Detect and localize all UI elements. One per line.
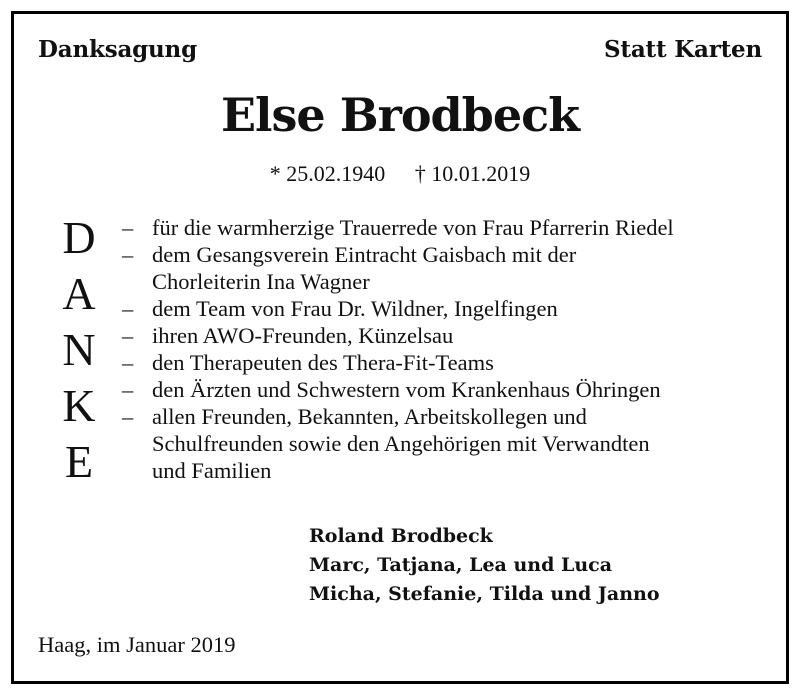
birth-date: * 25.02.1940 <box>269 161 386 186</box>
thanks-line: den Ärzten und Schwestern vom Krankenhaus Öhringen <box>152 377 661 402</box>
deceased-name: Else Brodbeck <box>221 88 579 142</box>
thanks-line: für die warmherzige Trauerrede von Frau Pfarrerin Riedel <box>152 215 674 240</box>
danke-letter: A <box>62 268 96 319</box>
dash-bullet: – <box>122 377 134 402</box>
life-dates <box>14 161 786 187</box>
thanks-item <box>122 214 782 241</box>
dash-bullet: – <box>122 404 134 429</box>
signer-line: Micha, Stefanie, Tilda und Janno <box>309 583 660 605</box>
thanks-line: Schulfreunden sowie den Angehörigen mit Verwandten <box>152 431 650 456</box>
thanks-item <box>122 295 782 322</box>
danke-letter: N <box>62 324 96 375</box>
place-and-date: Haag, im Januar 2019 <box>38 632 236 657</box>
header-right-label: Statt Karten <box>604 36 762 63</box>
thanks-item <box>122 376 782 403</box>
signer-line: Marc, Tatjana, Lea und Luca <box>309 554 613 576</box>
thanks-item <box>122 241 782 295</box>
signers-block <box>309 522 660 609</box>
dash-bullet: – <box>122 215 134 240</box>
dash-bullet: – <box>122 323 134 348</box>
thanks-item <box>122 322 782 349</box>
thanks-list <box>122 214 782 484</box>
dash-bullet: – <box>122 296 134 321</box>
danke-letter: K <box>62 380 96 431</box>
thanks-line: dem Gesangsverein Eintracht Gaisbach mit der <box>152 242 577 267</box>
thanks-line: dem Team von Frau Dr. Wildner, Ingelfingen <box>152 296 558 321</box>
danke-vertical-word <box>54 210 104 490</box>
thanks-line: und Familien <box>152 458 272 483</box>
danke-letter: E <box>64 436 94 487</box>
header-left-label: Danksagung <box>38 36 197 63</box>
dash-bullet: – <box>122 242 134 267</box>
danke-letter: D <box>62 212 96 263</box>
thanks-line: ihren AWO-Freunden, Künzelsau <box>152 323 454 348</box>
thanks-item <box>122 403 782 484</box>
thanks-item <box>122 349 782 376</box>
thanks-line: den Therapeuten des Thera-Fit-Teams <box>152 350 494 375</box>
signer-line: Roland Brodbeck <box>309 525 493 547</box>
obituary-card <box>11 11 789 684</box>
thanks-line: Chorleiterin Ina Wagner <box>152 269 370 294</box>
dash-bullet: – <box>122 350 134 375</box>
thanks-line: allen Freunden, Bekannten, Arbeitskollegen und <box>152 404 587 429</box>
death-date: † 10.01.2019 <box>414 161 531 186</box>
